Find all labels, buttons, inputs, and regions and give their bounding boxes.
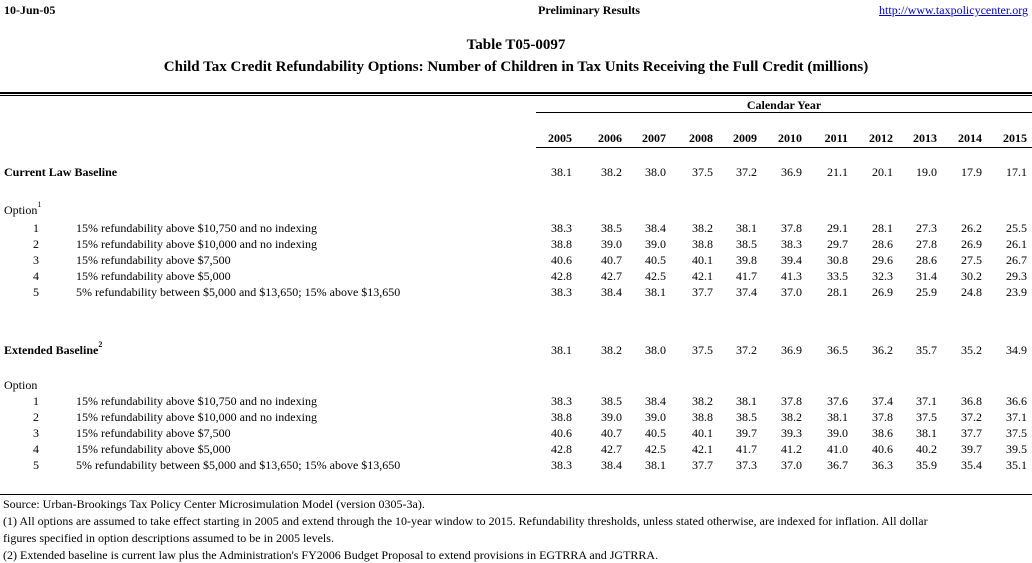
- option-value: 39.0: [827, 426, 848, 440]
- option-number: 4: [33, 269, 39, 283]
- option-value: 37.4: [736, 285, 757, 299]
- baseline-value: 35.7: [916, 343, 937, 357]
- year-header: 2008: [689, 131, 713, 145]
- footnote-marker: 2: [98, 340, 103, 349]
- option-value: 40.1: [692, 253, 713, 267]
- option-value: 38.4: [601, 285, 622, 299]
- source-note: Source: Urban-Brookings Tax Policy Center Microsimulation Model (version 0305-3a).: [3, 497, 425, 511]
- year-header: 2013: [913, 131, 937, 145]
- option-number: 3: [33, 426, 39, 440]
- option-value: 35.4: [961, 458, 982, 472]
- option-value: 39.7: [736, 426, 757, 440]
- option-description: 15% refundability above $10,000 and no indexing: [76, 410, 317, 424]
- option-value: 38.1: [736, 394, 757, 408]
- option-value: 25.9: [916, 285, 937, 299]
- option-value: 39.0: [645, 237, 666, 251]
- year-header: 2005: [548, 131, 572, 145]
- option-number: 1: [33, 394, 39, 408]
- footnote-marker: 1: [37, 200, 42, 209]
- option-value: 40.6: [551, 253, 572, 267]
- option-value: 38.5: [736, 410, 757, 424]
- option-description: 15% refundability above $10,000 and no indexing: [76, 237, 317, 251]
- baseline-value: 20.1: [872, 165, 893, 179]
- section-label: [4, 340, 103, 358]
- baseline-value: 36.5: [827, 343, 848, 357]
- option-value: 37.8: [781, 221, 802, 235]
- option-value: 38.3: [551, 458, 572, 472]
- calendar-year-rule: [536, 112, 1032, 113]
- baseline-value: 17.1: [1006, 165, 1027, 179]
- option-value: 38.1: [827, 410, 848, 424]
- option-value: 33.5: [827, 269, 848, 283]
- section-label-text: Current Law Baseline: [4, 165, 118, 179]
- option-value: 36.7: [827, 458, 848, 472]
- option-value: 25.5: [1006, 221, 1027, 235]
- option-value: 38.8: [551, 410, 572, 424]
- option-value: 39.0: [601, 410, 622, 424]
- option-value: 40.7: [601, 426, 622, 440]
- tax-policy-center-link[interactable]: http://www.taxpolicycenter.org: [879, 3, 1028, 17]
- option-value: 42.8: [551, 442, 572, 456]
- option-value: 39.8: [736, 253, 757, 267]
- option-number: 2: [33, 410, 39, 424]
- option-value: 37.1: [916, 394, 937, 408]
- option-value: 38.8: [551, 237, 572, 251]
- option-value: 28.6: [916, 253, 937, 267]
- option-value: 42.8: [551, 269, 572, 283]
- year-header: 2010: [778, 131, 802, 145]
- option-value: 32.3: [872, 269, 893, 283]
- option-description: 15% refundability above $10,750 and no indexing: [76, 221, 317, 235]
- year-header: 2012: [869, 131, 893, 145]
- baseline-value: 19.0: [916, 165, 937, 179]
- option-heading: [4, 200, 42, 218]
- option-value: 38.5: [601, 394, 622, 408]
- option-value: 38.6: [872, 426, 893, 440]
- option-value: 39.7: [961, 442, 982, 456]
- option-value: 36.6: [1006, 394, 1027, 408]
- option-value: 42.1: [692, 442, 713, 456]
- option-value: 38.4: [601, 458, 622, 472]
- baseline-value: 38.2: [601, 343, 622, 357]
- option-value: 38.3: [551, 285, 572, 299]
- option-value: 37.5: [1006, 426, 1027, 440]
- option-value: 38.8: [692, 410, 713, 424]
- option-heading-text: Option: [4, 203, 38, 217]
- option-value: 37.1: [1006, 410, 1027, 424]
- footnote-2: (2) Extended baseline is current law plus the Administration's FY2006 Budget Proposal to extend provisions in EGTRRA and JGTRRA.: [3, 548, 659, 562]
- option-value: 37.6: [827, 394, 848, 408]
- footnote-1-line-1: (1) All options are assumed to take effect starting in 2005 and extend through the 10-year window to 2015. Refundability thresholds, unless stated otherwise, are indexed for inflation. All dollar: [3, 514, 928, 528]
- year-header: 2014: [958, 131, 982, 145]
- option-value: 40.1: [692, 426, 713, 440]
- option-value: 39.4: [781, 253, 802, 267]
- option-value: 40.6: [872, 442, 893, 456]
- option-value: 40.5: [645, 426, 666, 440]
- option-value: 38.1: [645, 285, 666, 299]
- calendar-year-header: Calendar Year: [746, 98, 822, 112]
- option-value: 35.1: [1006, 458, 1027, 472]
- option-value: 38.2: [692, 394, 713, 408]
- option-number: 5: [33, 458, 39, 472]
- baseline-value: 37.5: [692, 165, 713, 179]
- year-header: 2015: [1003, 131, 1027, 145]
- option-value: 41.2: [781, 442, 802, 456]
- option-value: 38.2: [692, 221, 713, 235]
- option-value: 40.6: [551, 426, 572, 440]
- option-description: 15% refundability above $5,000: [76, 442, 231, 456]
- option-number: 2: [33, 237, 39, 251]
- table-number: Table T05-0097: [466, 37, 566, 53]
- baseline-value: 35.2: [961, 343, 982, 357]
- option-value: 37.7: [961, 426, 982, 440]
- option-value: 37.0: [781, 285, 802, 299]
- option-value: 29.1: [827, 221, 848, 235]
- option-value: 42.7: [601, 442, 622, 456]
- option-value: 26.9: [961, 237, 982, 251]
- option-value: 26.9: [872, 285, 893, 299]
- option-value: 38.5: [736, 237, 757, 251]
- option-description: 5% refundability between $5,000 and $13,650; 15% above $13,650: [76, 285, 401, 299]
- baseline-value: 21.1: [827, 165, 848, 179]
- option-value: 30.8: [827, 253, 848, 267]
- baseline-value: 37.2: [736, 343, 757, 357]
- header-double-rule-bottom: [0, 95, 1032, 96]
- option-value: 38.4: [645, 221, 666, 235]
- option-value: 38.3: [781, 237, 802, 251]
- option-value: 40.2: [916, 442, 937, 456]
- option-value: 42.5: [645, 442, 666, 456]
- option-number: 4: [33, 442, 39, 456]
- option-value: 29.3: [1006, 269, 1027, 283]
- option-value: 39.3: [781, 426, 802, 440]
- baseline-value: 38.1: [551, 343, 572, 357]
- option-value: 26.7: [1006, 253, 1027, 267]
- option-value: 26.2: [961, 221, 982, 235]
- year-header-rule: [536, 147, 1032, 148]
- baseline-value: 38.2: [601, 165, 622, 179]
- option-value: 37.2: [961, 410, 982, 424]
- preliminary-results-label: Preliminary Results: [538, 3, 641, 17]
- option-value: 38.1: [916, 426, 937, 440]
- section-label: [4, 165, 117, 180]
- year-header: 2007: [642, 131, 666, 145]
- option-value: 41.0: [827, 442, 848, 456]
- option-value: 38.2: [781, 410, 802, 424]
- option-value: 39.0: [645, 410, 666, 424]
- option-heading-text: Option: [4, 378, 38, 392]
- baseline-value: 37.2: [736, 165, 757, 179]
- footnote-rule: [0, 494, 1032, 495]
- option-value: 31.4: [916, 269, 937, 283]
- option-value: 41.7: [736, 442, 757, 456]
- option-value: 29.7: [827, 237, 848, 251]
- option-description: 15% refundability above $7,500: [76, 253, 231, 267]
- option-value: 37.7: [692, 285, 713, 299]
- option-value: 38.3: [551, 394, 572, 408]
- option-value: 39.5: [1006, 442, 1027, 456]
- footnote-1-line-2: figures specified in option descriptions assumed to be in 2005 levels.: [3, 531, 334, 545]
- option-value: 37.7: [692, 458, 713, 472]
- option-value: 38.5: [601, 221, 622, 235]
- baseline-value: 36.9: [781, 165, 802, 179]
- baseline-value: 37.5: [692, 343, 713, 357]
- option-value: 27.8: [916, 237, 937, 251]
- option-value: 42.7: [601, 269, 622, 283]
- option-value: 35.9: [916, 458, 937, 472]
- option-value: 38.3: [551, 221, 572, 235]
- baseline-value: 34.9: [1006, 343, 1027, 357]
- report-date: 10-Jun-05: [4, 3, 56, 17]
- option-value: 42.5: [645, 269, 666, 283]
- option-value: 28.1: [872, 221, 893, 235]
- option-value: 27.3: [916, 221, 937, 235]
- baseline-value: 38.0: [645, 343, 666, 357]
- option-number: 3: [33, 253, 39, 267]
- option-value: 39.0: [601, 237, 622, 251]
- option-value: 24.8: [961, 285, 982, 299]
- option-value: 38.1: [645, 458, 666, 472]
- option-value: 40.5: [645, 253, 666, 267]
- option-heading: [4, 378, 37, 393]
- header-double-rule-top: [0, 92, 1032, 94]
- option-value: 38.1: [736, 221, 757, 235]
- option-value: 27.5: [961, 253, 982, 267]
- option-value: 28.1: [827, 285, 848, 299]
- option-value: 37.0: [781, 458, 802, 472]
- baseline-value: 17.9: [961, 165, 982, 179]
- table-title: Child Tax Credit Refundability Options: Number of Children in Tax Units Receiving the Full Credit (millions): [163, 59, 869, 75]
- section-label-text: Extended Baseline: [4, 343, 99, 357]
- option-value: 37.8: [872, 410, 893, 424]
- baseline-value: 38.1: [551, 165, 572, 179]
- option-value: 26.1: [1006, 237, 1027, 251]
- option-value: 41.7: [736, 269, 757, 283]
- option-value: 42.1: [692, 269, 713, 283]
- baseline-value: 38.0: [645, 165, 666, 179]
- year-header: 2009: [733, 131, 757, 145]
- baseline-value: 36.2: [872, 343, 893, 357]
- option-value: 41.3: [781, 269, 802, 283]
- option-description: 15% refundability above $7,500: [76, 426, 231, 440]
- option-value: 37.5: [916, 410, 937, 424]
- year-header: 2011: [824, 131, 848, 145]
- option-value: 37.8: [781, 394, 802, 408]
- option-value: 23.9: [1006, 285, 1027, 299]
- year-header: 2006: [598, 131, 622, 145]
- option-number: 1: [33, 221, 39, 235]
- option-description: 15% refundability above $5,000: [76, 269, 231, 283]
- option-value: 30.2: [961, 269, 982, 283]
- option-description: 5% refundability between $5,000 and $13,650; 15% above $13,650: [76, 458, 401, 472]
- option-value: 36.3: [872, 458, 893, 472]
- option-value: 29.6: [872, 253, 893, 267]
- option-value: 37.3: [736, 458, 757, 472]
- baseline-value: 36.9: [781, 343, 802, 357]
- option-value: 28.6: [872, 237, 893, 251]
- option-value: 37.4: [872, 394, 893, 408]
- option-value: 38.4: [645, 394, 666, 408]
- option-value: 36.8: [961, 394, 982, 408]
- option-number: 5: [33, 285, 39, 299]
- option-description: 15% refundability above $10,750 and no indexing: [76, 394, 317, 408]
- option-value: 40.7: [601, 253, 622, 267]
- option-value: 38.8: [692, 237, 713, 251]
